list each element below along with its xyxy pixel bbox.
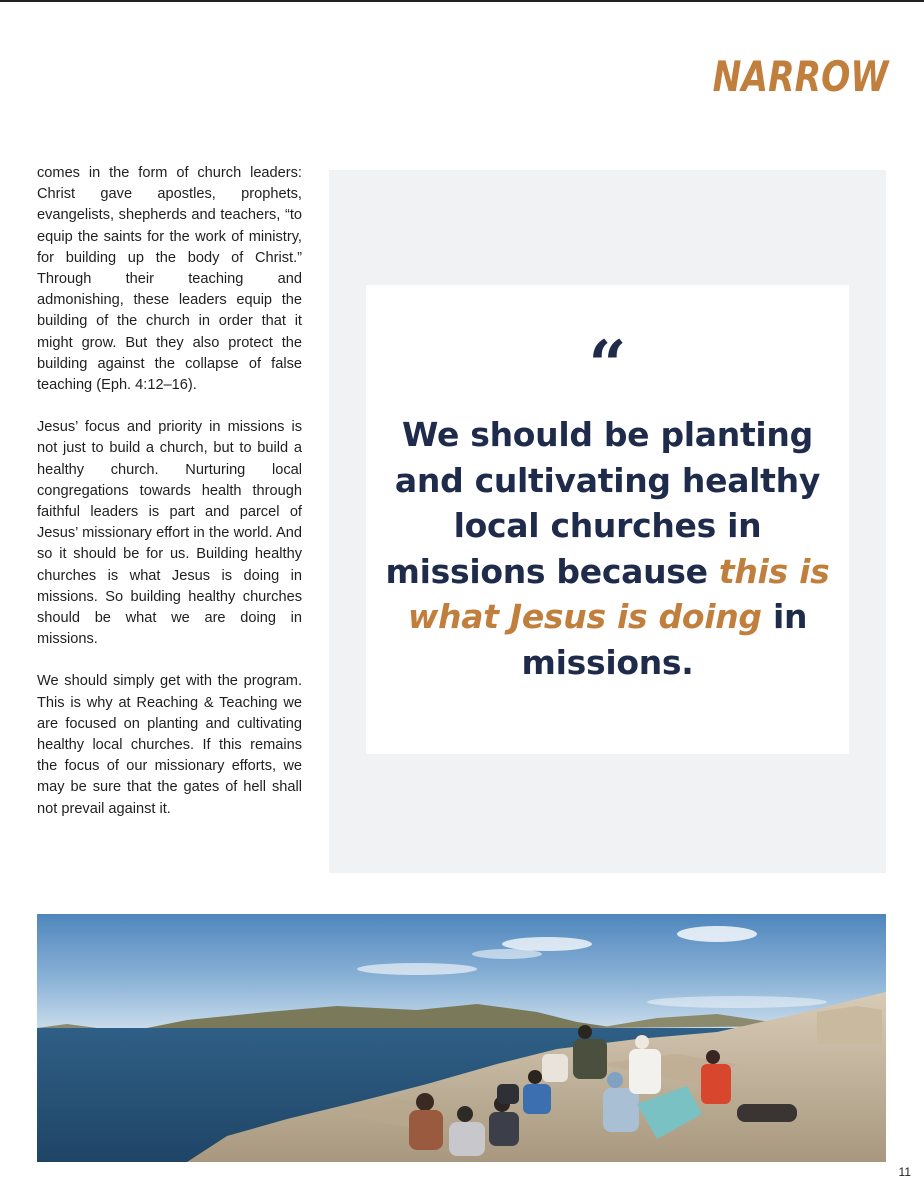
- body-paragraph-2: Jesus’ focus and priority in missions is not just to build a church, but to build a healthy church. Nurturing local congregations towards health through faithful leaders is part and parcel of Jesus’ missionary effort in the world. And so it should be for us. Building healthy churches is what Jesus is doing in missions. So building healthy churches should be what we are doing in missions.: [37, 419, 302, 648]
- body-paragraph-3: We should simply get with the program. This is why at Reaching & Teaching we are focused on planting and cultivating healthy local churches. If this remains the focus of our missionary efforts, we may be sure that the gates of hell shall not prevail against it.: [37, 673, 302, 817]
- photo-illustration: [37, 914, 886, 1162]
- pullquote-highlight: this is what Jesus is doing: [407, 551, 830, 636]
- page-number: 11: [898, 1165, 911, 1179]
- pullquote-text-after: in missions.: [521, 597, 808, 682]
- top-rule: [0, 0, 924, 2]
- body-paragraph-1: comes in the form of church leaders: Christ gave apostles, prophets, evangelists, shepherds and teachers, “to equip the saints for the work of ministry, for building up the body of Christ.” Through their teaching and admonishing, these leaders equip the building of the church in order that it might grow. But they also protect the building against the collapse of false teaching (Eph. 4:12–16).: [37, 165, 302, 394]
- body-text-column: [37, 163, 302, 841]
- masthead-title: NARROW: [712, 52, 888, 101]
- coastal-group-photo: [37, 914, 886, 1162]
- pullquote-text-before: We should be planting and cultivating healthy local churches in missions because: [385, 415, 821, 591]
- quotation-mark-icon: “: [588, 326, 627, 404]
- pullquote-text: [376, 412, 839, 685]
